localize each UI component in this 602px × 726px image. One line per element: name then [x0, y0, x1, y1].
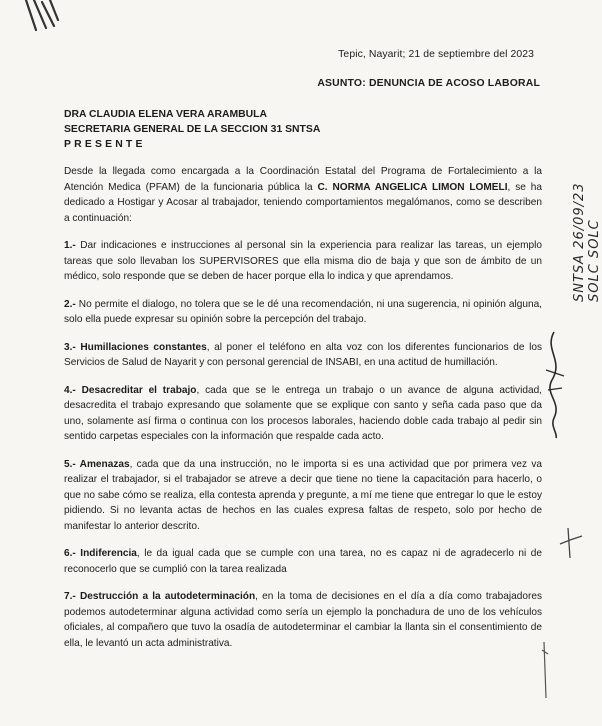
letter-body: [64, 164, 542, 663]
addressee-name: DRA CLAUDIA ELENA VERA ARAMBULA: [64, 109, 267, 120]
list-item: [64, 546, 542, 577]
addressee-salutation: PRESENTE: [64, 139, 146, 150]
item-number: 1.-: [64, 240, 76, 251]
list-item: [64, 238, 542, 285]
handwritten-tick-mark: [556, 520, 586, 560]
stamp-line-1: SNTSA 26/09/23: [572, 182, 587, 302]
intro-paragraph: [64, 164, 542, 226]
intro-text-part1: Desde la llegada como encargada a la Coordinación Estatal del Programa de Fortalecimiento a la Atención Medica (PFAM) de la funcionaria pública la: [64, 166, 542, 193]
item-number: 6.-: [64, 548, 76, 559]
item-text: , en la toma de decisiones en el día a día como trabajadores podemos autodeterminar alguna actividad como sería un ejemplo la ponchadura de uno de los vehículos oficiales, al compañero que tuvo la osadía de autodeterminar el cambiar la llanta sin el consentimiento de ella, le levantó un acta administrativa.: [64, 591, 542, 649]
list-item: [64, 457, 542, 535]
item-title: Amenazas: [75, 458, 130, 470]
item-number: 3.-: [64, 341, 76, 353]
item-text: , al poner el teléfono en alta voz con los diferentes funcionarios de los Servicios de Salud de Nayarit y con personal gerencial de INSABI, en una actitud de humillación.: [64, 341, 542, 368]
subject-line: ASUNTO: DENUNCIA DE ACOSO LABORAL: [317, 78, 540, 89]
item-title: Destrucción a la autodeterminación: [75, 591, 256, 602]
item-number: 7.-: [64, 591, 76, 602]
item-text: , cada que se le entrega un trabajo o un avance de alguna actividad, desacredita el trabajo expresando que solamente que se explique con santo y seña cada paso que da uno, solamente así firma o continua con los procesos laborales, haciendo doble cada trabajo al pedir sin sentido carpetas especiales con la información que respalde cada acto.: [64, 384, 542, 442]
list-item: [64, 383, 542, 445]
item-text: , cada que da una instrucción, no le importa si es una actividad que por primera vez va realizar el trabajador, si el trabajador se atreve a decir que tiene no tiene la capacitación para hacerlo, o que no sabe cómo se realiza, ella contesta aprenda y pregunte, a mí me tiene que entregar lo que le estoy pidiendo. Si no levanta actas de hechos en las cuales expresa faltas de respeto, solo por hecho de manifestar lo anterior descrito.: [64, 458, 542, 532]
item-number: 5.-: [64, 458, 76, 470]
date-line: Tepic, Nayarit; 21 de septiembre del 2023: [338, 49, 534, 60]
list-item: [64, 340, 542, 371]
item-text: , le da igual cada que se cumple con una tarea, no es capaz ni de agradecerlo ni de reconocerlo que se cumplió con la tarea realizada: [64, 548, 542, 575]
list-item: [64, 589, 542, 651]
intro-text-part2: , se ha dedicado a Hostigar y Acosar al trabajador, teniendo comportamientos megalómanos, como se describen a continuación:: [64, 181, 542, 224]
item-text: No permite el dialogo, no tolera que se le dé una recomendación, ni una sugerencia, ni opinión alguna, solo ella puede expresar su opinión sobre la percepción del trabajo.: [64, 298, 542, 325]
accused-name: C. NORMA ANGELICA LIMON LOMELI: [317, 181, 508, 193]
item-title: Indiferencia: [75, 548, 137, 559]
item-number: 4.-: [64, 384, 76, 396]
list-item: [64, 297, 542, 328]
item-title: Desacreditar el trabajo: [75, 384, 197, 396]
handwritten-received-stamp: [572, 182, 602, 302]
item-text: Dar indicaciones e instrucciones al personal sin la experiencia para realizar las tareas, un ejemplo tareas que solo llevaban los SUPERVISORES que ella misma dio de baja y que son de ámbito de un médico, solo responde que se deben de hacer porque ella lo indica y que aprendamos.: [64, 240, 542, 282]
item-title: Humillaciones constantes: [75, 341, 207, 353]
item-number: 2.-: [64, 298, 76, 310]
addressee-block: [64, 107, 320, 152]
handwritten-scribble-mark: [24, 0, 74, 40]
stamp-line-2: SOLC SOLC: [587, 219, 602, 302]
handwritten-line-mark: [536, 640, 556, 700]
addressee-position: SECRETARIA GENERAL DE LA SECCION 31 SNTSA: [64, 124, 321, 135]
handwritten-signature-mark: [540, 330, 570, 440]
